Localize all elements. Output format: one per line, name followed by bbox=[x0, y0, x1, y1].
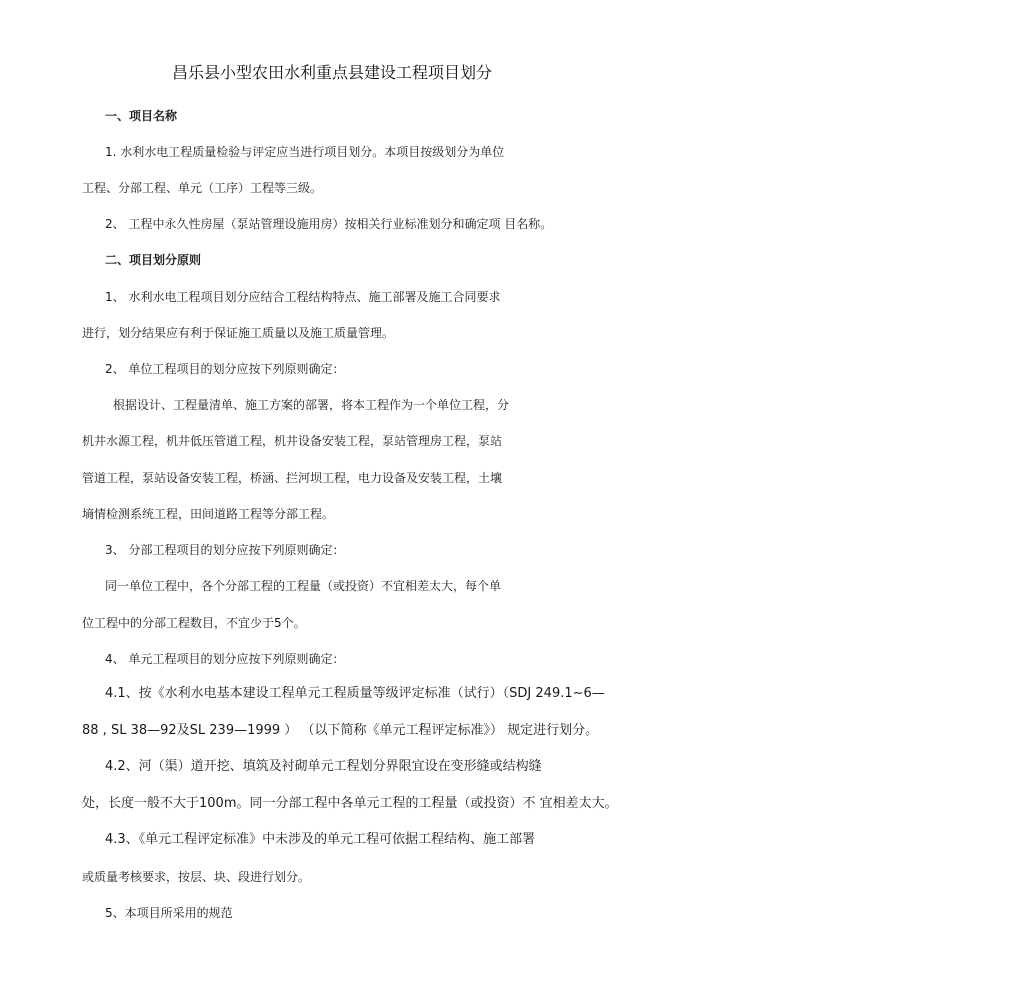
paragraph-line: 或质量考核要求，按层、块、段进行划分。 bbox=[82, 870, 311, 884]
paragraph-line: 墒情检测系统工程，田间道路工程等分部工程。 bbox=[82, 507, 335, 521]
paragraph-line: 4.1、按《水利水电基本建设工程单元工程质量等级评定标准（试行）（SDJ 249.1~6— bbox=[105, 686, 605, 701]
paragraph-line: 2、 单位工程项目的划分应按下列原则确定： bbox=[105, 362, 345, 376]
paragraph-line: 机井水源工程，机井低压管道工程，机井设备安装工程，泵站管理房工程，泵站 bbox=[82, 434, 503, 448]
paragraph-line: 2、 工程中永久性房屋（泵站管理设施用房）按相关行业标准划分和确定项 目名称。 bbox=[105, 217, 553, 231]
paragraph-line: 管道工程，泵站设备安装工程，桥涵、拦河坝工程，电力设备及安装工程，土壤 bbox=[82, 471, 503, 485]
paragraph-line: 根据设计、工程量清单、施工方案的部署，将本工程作为一个单位工程，分 bbox=[113, 398, 510, 412]
document-title: 昌乐县小型农田水利重点县建设工程项目划分 bbox=[172, 63, 493, 82]
paragraph-line: 工程、分部工程、单元（工序）工程等三级。 bbox=[82, 181, 323, 195]
paragraph-line: 4、 单元工程项目的划分应按下列原则确定： bbox=[105, 652, 345, 666]
paragraph-line: 3、 分部工程项目的划分应按下列原则确定： bbox=[105, 543, 345, 557]
paragraph-line: 进行，划分结果应有利于保证施工质量以及施工质量管理。 bbox=[82, 326, 395, 340]
paragraph-line: 1. 水利水电工程质量检验与评定应当进行项目划分。本项目按级划分为单位 bbox=[105, 145, 505, 159]
section-heading-project-name: 一、项目名称 bbox=[105, 109, 178, 123]
paragraph-line: 同一单位工程中，各个分部工程的工程量（或投资）不宜相差太大，每个单 bbox=[105, 579, 502, 593]
paragraph-line: 88 , SL 38—92及SL 239—1999 ） （以下简称《单元工程评定标准》） 规定进行划分。 bbox=[82, 723, 599, 738]
section-heading-division-principles: 二、项目划分原则 bbox=[105, 253, 202, 267]
paragraph-line: 处，长度一般不大于100m。同一分部工程中各单元工程的工程量（或投资）不 宜相差太大。 bbox=[82, 796, 618, 811]
paragraph-line: 位工程中的分部工程数目，不宜少于5个。 bbox=[82, 616, 306, 630]
paragraph-line: 4.3、《单元工程评定标准》中未涉及的单元工程可依据工程结构、施工部署 bbox=[105, 832, 536, 847]
paragraph-line: 5、本项目所采用的规范 bbox=[105, 906, 233, 920]
paragraph-line: 1、 水利水电工程项目划分应结合工程结构特点、施工部署及施工合同要求 bbox=[105, 290, 501, 304]
paragraph-line: 4.2、河（渠）道开挖、填筑及衬砌单元工程划分界限宜设在变形缝或结构缝 bbox=[105, 759, 542, 774]
